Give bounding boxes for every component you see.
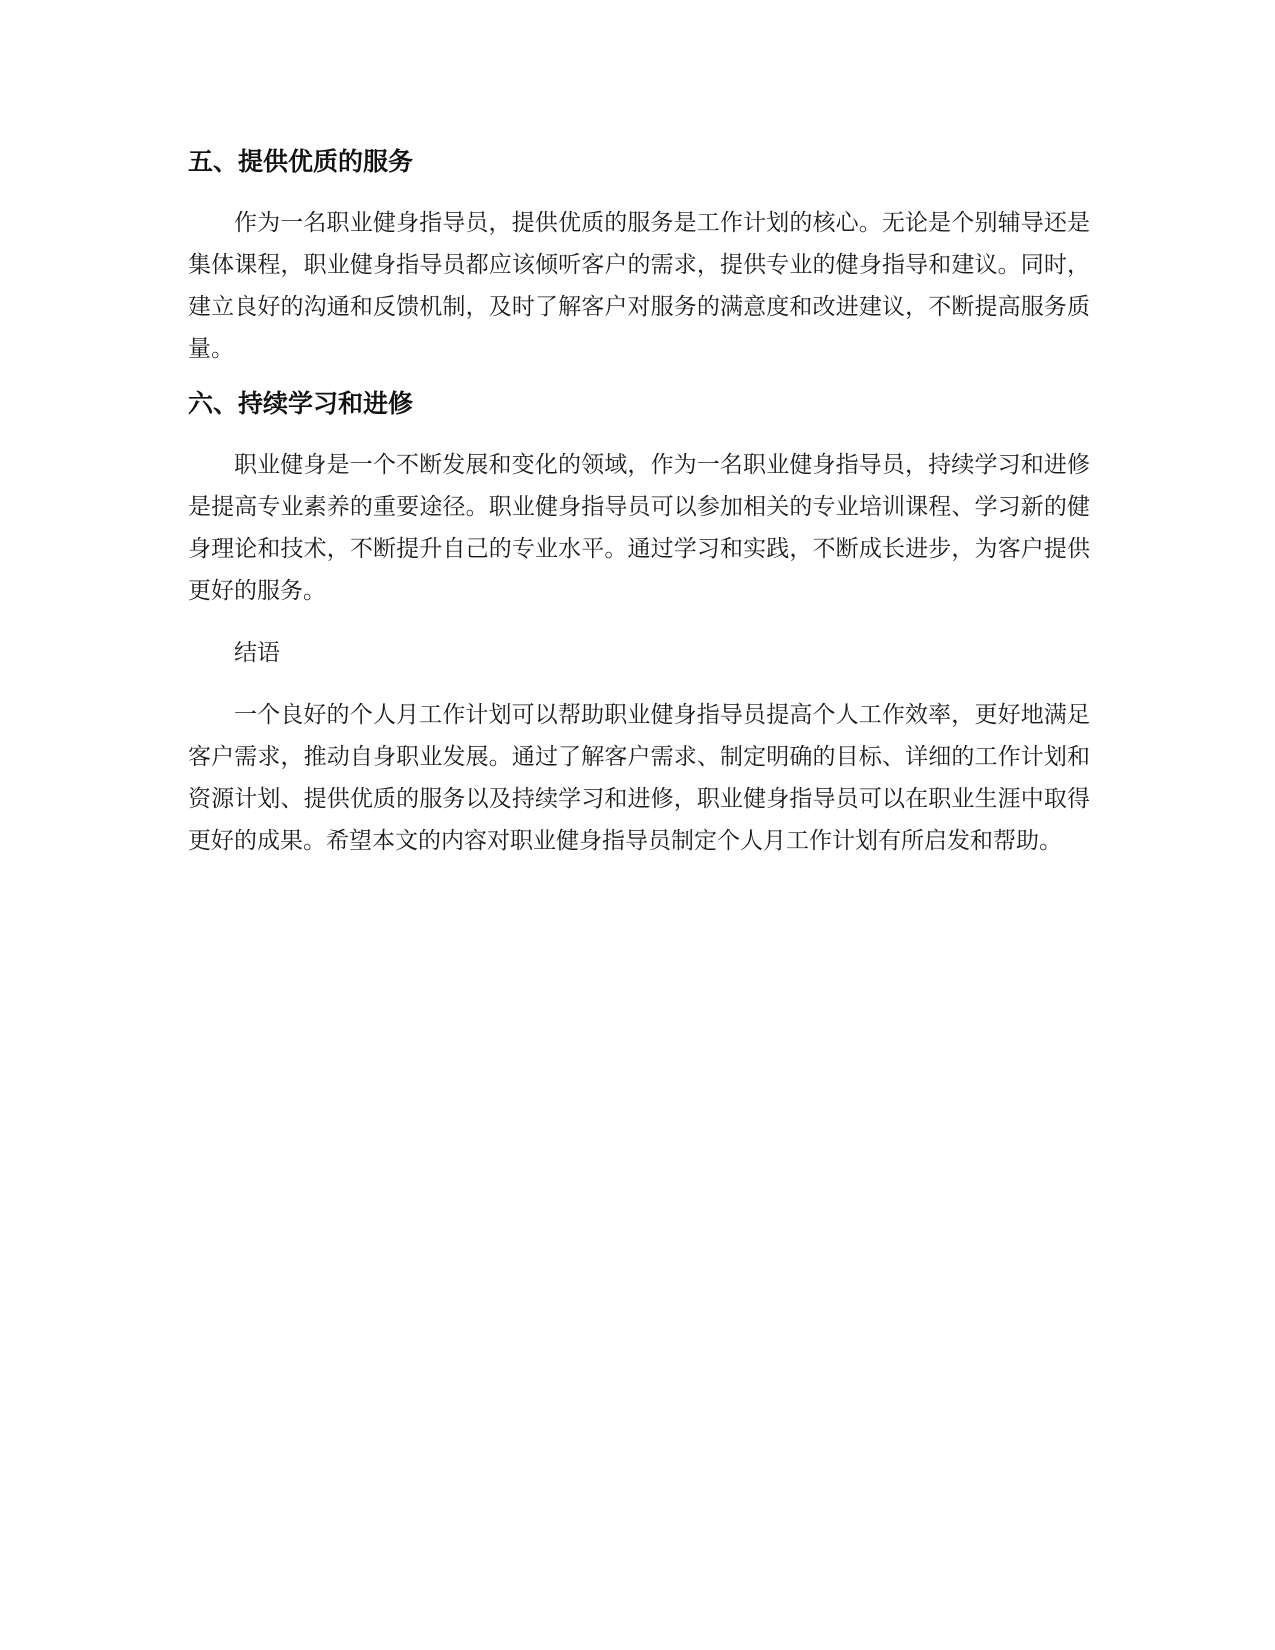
section-heading-service: 五、提供优质的服务 <box>188 147 414 176</box>
document-body <box>188 142 1090 862</box>
conclusion-paragraph: 一个良好的个人月工作计划可以帮助职业健身指导员提高个人工作效率，更好地满足客户需求，推动自身职业发展。通过了解客户需求、制定明确的目标、详细的工作计划和资源计划、提供优质的服务以及持续学习和进修，职业健身指导员可以在职业生涯中取得更好的成果。希望本文的内容对职业健身指导员制定个人月工作计划有所启发和帮助。 <box>188 702 1090 854</box>
section-paragraph-learning: 职业健身是一个不断发展和变化的领域，作为一名职业健身指导员，持续学习和进修是提高专业素养的重要途径。职业健身指导员可以参加相关的专业培训课程、学习新的健身理论和技术，不断提升自己的专业水平。通过学习和实践，不断成长进步，为客户提供更好的服务。 <box>188 452 1090 604</box>
conclusion-label: 结语 <box>234 640 280 666</box>
section-heading-learning: 六、持续学习和进修 <box>188 389 414 418</box>
section-paragraph-service: 作为一名职业健身指导员，提供优质的服务是工作计划的核心。无论是个别辅导还是集体课程，职业健身指导员都应该倾听客户的需求，提供专业的健身指导和建议。同时，建立良好的沟通和反馈机制，及时了解客户对服务的满意度和改进建议，不断提高服务质量。 <box>188 210 1090 362</box>
